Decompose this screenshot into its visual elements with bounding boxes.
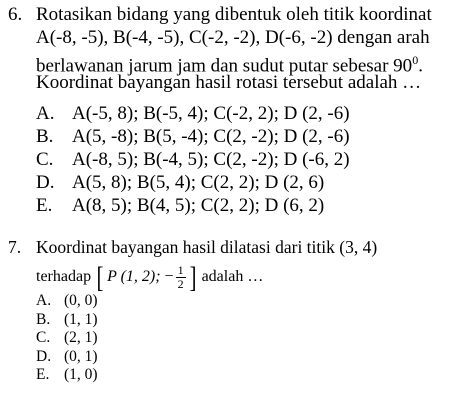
answer-options [36, 292, 98, 385]
option-text: (0, 1) [64, 347, 98, 365]
option-b[interactable] [36, 125, 350, 148]
question-stem [36, 236, 452, 295]
fraction-denominator: 2 [177, 277, 184, 291]
option-b[interactable] [36, 311, 98, 330]
center-point: P (1, 2); [107, 268, 161, 286]
fraction-numerator: 1 [177, 263, 184, 277]
stem-text: terhadap [36, 268, 92, 286]
option-text: A(-5, 8); B(-5, 4); C(-2, 2); D (2, -6) [72, 103, 350, 124]
option-text: (2, 1) [64, 329, 98, 346]
option-text: A(8, 5); B(4, 5); C(2, 2); D (6, 2) [72, 195, 325, 216]
option-c[interactable] [36, 329, 98, 348]
question-number: 7. [8, 237, 22, 257]
question-stem [36, 4, 452, 94]
stem-text: Rotasikan bidang yang dibentuk oleh titik koordinat [36, 4, 432, 25]
option-letter: D. [36, 347, 52, 365]
option-e[interactable] [36, 366, 98, 385]
minus-sign: − [164, 268, 174, 286]
option-a[interactable] [36, 102, 350, 125]
option-e[interactable] [36, 194, 350, 217]
option-letter: E. [36, 366, 50, 383]
option-letter: C. [36, 149, 54, 170]
stem-line: Koordinat bayangan hasil rotasi tersebut adalah … [36, 71, 422, 93]
stem-text: Koordinat bayangan hasil dilatasi dari titik (3, 4) [36, 237, 378, 257]
option-d[interactable] [36, 171, 350, 194]
bracket-close: ] [189, 260, 197, 294]
bracket-open: [ [96, 260, 104, 294]
option-d[interactable] [36, 348, 98, 367]
stem-line [36, 49, 452, 77]
stem-line [36, 261, 452, 295]
stem-line [36, 236, 452, 259]
stem-text: berlawanan jarum jam dan sudut putar sebesar 90 [36, 55, 413, 77]
option-a[interactable] [36, 292, 98, 311]
option-letter: A. [36, 292, 52, 309]
option-letter: D. [36, 172, 55, 193]
answer-options [36, 102, 350, 217]
option-letter: B. [36, 310, 51, 328]
dilation-notation [95, 260, 198, 294]
option-letter: A. [36, 103, 55, 124]
option-text: (1, 1) [64, 310, 98, 328]
option-text: A(5, -8); B(5, -4); C(2, -2); D (2, -6) [72, 126, 350, 147]
scale-factor-fraction [176, 264, 186, 291]
option-text: A(5, 8); B(5, 4); C(2, 2); D (2, 6) [72, 172, 325, 193]
option-text: (1, 0) [64, 366, 98, 383]
option-c[interactable] [36, 148, 350, 171]
degree-superscript: 0 [412, 53, 419, 67]
stem-line [36, 4, 452, 27]
option-text: A(-8, 5); B(-4, 5); C(2, -2); D (-6, 2) [72, 149, 350, 170]
stem-text: . [418, 55, 423, 77]
option-text: (0, 0) [64, 292, 98, 309]
option-letter: E. [36, 195, 53, 216]
question-number: 6. [8, 4, 23, 25]
stem-text: adalah … [201, 268, 264, 286]
option-letter: C. [36, 329, 51, 346]
option-letter: B. [36, 126, 54, 147]
stem-line: A(-8, -5), B(-4, -5), C(-2, -2), D(-6, -2) dengan arah [36, 26, 430, 48]
